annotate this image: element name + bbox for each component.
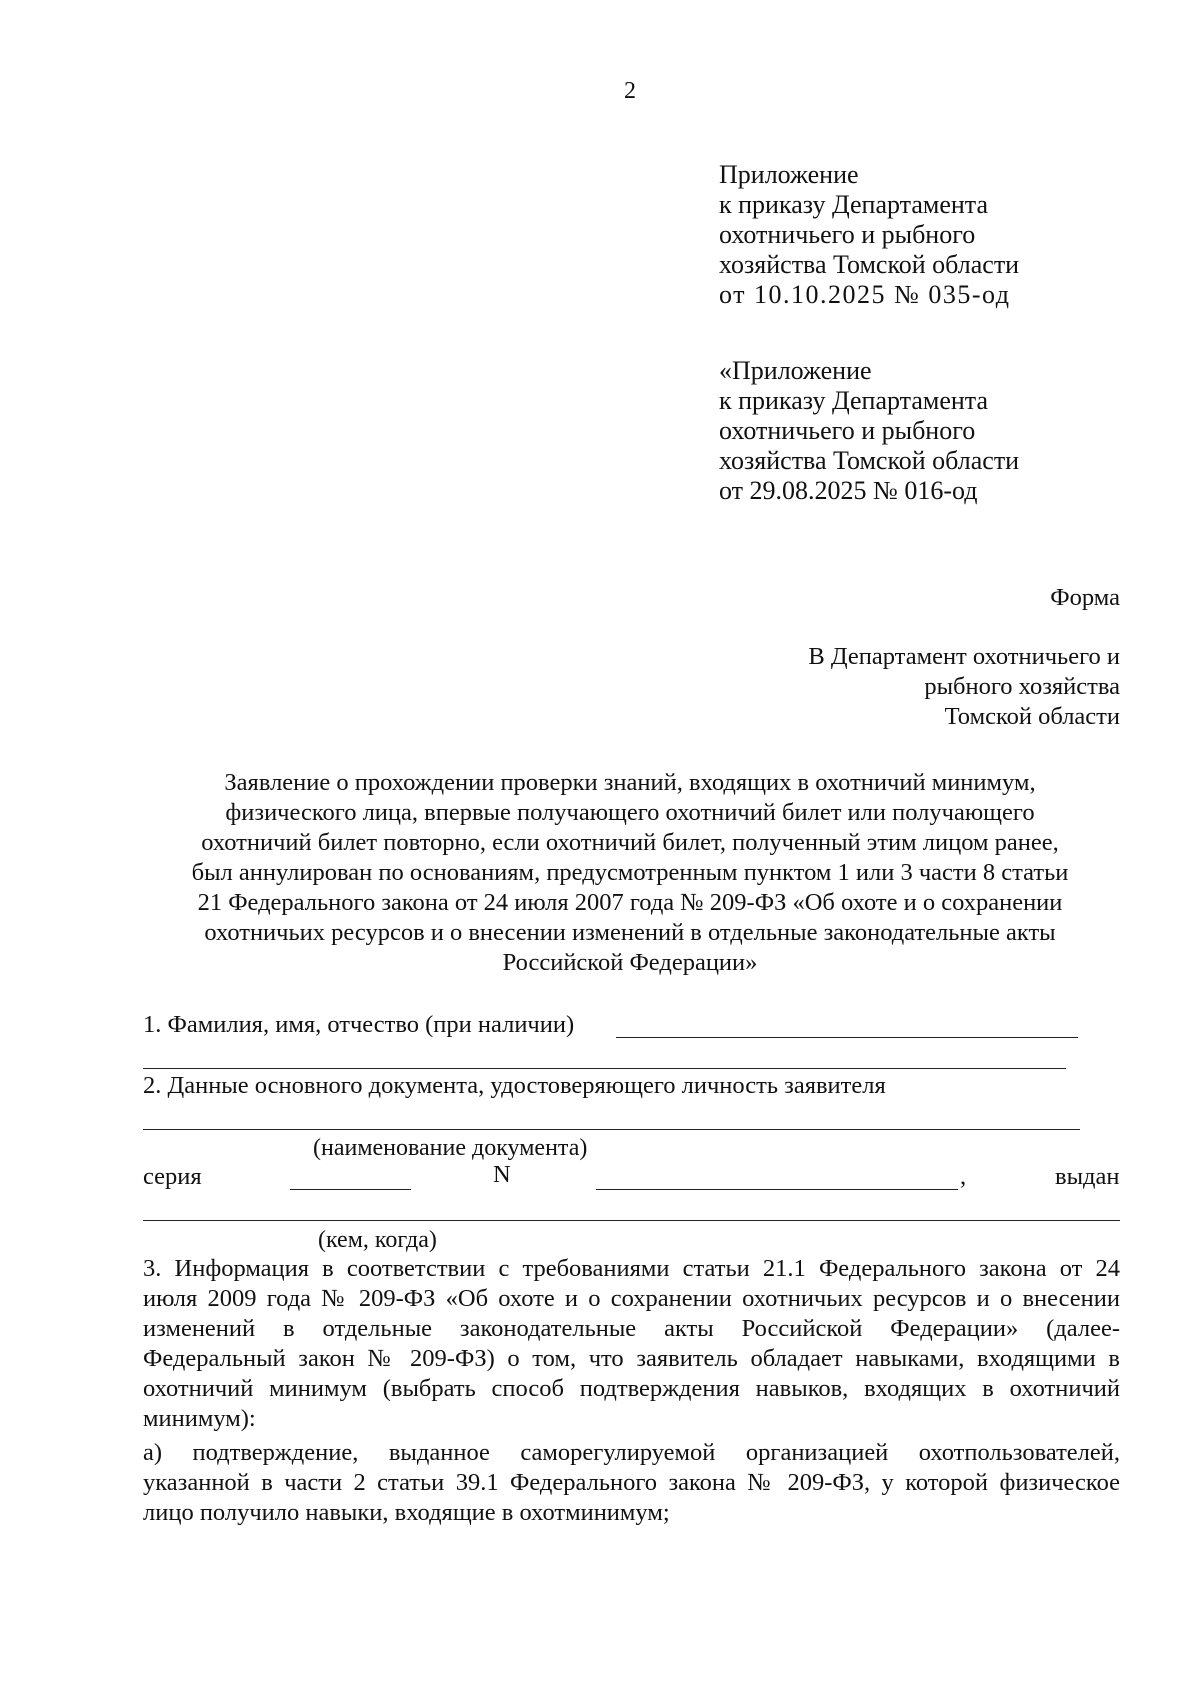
- section-3-line: июля 2009 года № 209-ФЗ «Об охоте и о сохранении охотничьих ресурсов и о внесении: [143, 1285, 1120, 1312]
- full-name-continuation-line[interactable]: [143, 1068, 1066, 1069]
- item-a-line: лицо получило навыки, входящие в охотминимум;: [143, 1499, 670, 1526]
- number-input-line[interactable]: [596, 1189, 958, 1190]
- appendix-current: [719, 160, 1019, 310]
- section-3-line: Федеральный закон № 209-ФЗ) о том, что заявитель обладает навыками, входящими в: [143, 1345, 1120, 1372]
- number-comma: ,: [960, 1163, 967, 1190]
- appendix-previous: [719, 356, 1019, 506]
- document-name-caption: (наименование документа): [313, 1135, 588, 1161]
- full-name-label: 1. Фамилия, имя, отчество (при наличии): [143, 1011, 575, 1038]
- section-3-line: минимум):: [143, 1405, 256, 1432]
- title-line: Заявление о прохождении проверки знаний, входящих в охотничий минимум,: [224, 769, 1036, 796]
- title-line: Российской Федерации»: [502, 949, 758, 976]
- title-line: физического лица, впервые получающего охотничий билет или получающего: [225, 799, 1035, 826]
- appendix-previous-line: охотничьего и рыбного: [719, 416, 976, 445]
- issued-by-input-line[interactable]: [143, 1220, 1120, 1221]
- appendix-current-line: к приказу Департамента: [719, 190, 989, 219]
- id-document-label: 2. Данные основного документа, удостоверяющего личность заявителя: [143, 1072, 886, 1099]
- number-label: N: [493, 1161, 511, 1188]
- title-line: 21 Федерального закона от 24 июля 2007 года № 209-ФЗ «Об охоте и о сохранении: [197, 889, 1063, 916]
- appendix-current-line: Приложение: [719, 160, 859, 189]
- title-line: охотничий билет повторно, если охотничий билет, полученный этим лицом ранее,: [201, 829, 1059, 856]
- series-input-line[interactable]: [290, 1189, 411, 1190]
- issued-label: выдан: [1055, 1163, 1120, 1190]
- appendix-current-line: охотничьего и рыбного: [719, 220, 976, 249]
- item-a-line: а) подтверждение, выданное саморегулируемой организацией охотпользователей,: [143, 1439, 1120, 1466]
- form-label-text: Форма: [1050, 584, 1120, 611]
- appendix-current-line: хозяйства Томской области: [719, 250, 1020, 279]
- section-3-line: охотничий минимум (выбрать способ подтверждения навыков, входящих в охотничий: [143, 1375, 1120, 1402]
- addressee-line: рыбного хозяйства: [924, 673, 1120, 700]
- section-3-paragraph: [143, 1254, 1120, 1434]
- series-label: серия: [143, 1163, 202, 1190]
- form-label: [1050, 583, 1120, 613]
- section-3-line: 3. Информация в соответствии с требованиями статьи 21.1 Федерального закона от 24: [143, 1255, 1120, 1282]
- item-a-line: указанной в части 2 статьи 39.1 Федерального закона № 209-ФЗ, у которой физическое: [143, 1469, 1120, 1496]
- appendix-current-order-number: от 10.10.2025 № 035-од: [719, 280, 1011, 309]
- appendix-previous-order-number: от 29.08.2025 № 016-од: [719, 476, 978, 505]
- item-a-paragraph: [143, 1438, 1120, 1528]
- addressee: [808, 642, 1120, 732]
- issued-by-caption: (кем, когда): [318, 1227, 437, 1253]
- addressee-line: Томской области: [944, 703, 1120, 730]
- title-line: охотничьих ресурсов и о внесении изменений в отдельные законодательные акты: [204, 919, 1056, 946]
- section-3-line: изменений в отдельные законодательные акты Российской Федерации» (далее-: [143, 1315, 1120, 1342]
- document-title: [130, 768, 1130, 978]
- appendix-previous-line: хозяйства Томской области: [719, 446, 1020, 475]
- title-line: был аннулирован по основаниям, предусмотренным пунктом 1 или 3 части 8 статьи: [191, 859, 1069, 886]
- page-number: 2: [624, 78, 636, 104]
- document-name-input-line[interactable]: [143, 1129, 1080, 1130]
- addressee-line: В Департамент охотничьего и: [808, 643, 1120, 670]
- appendix-previous-line: «Приложение: [719, 356, 872, 385]
- appendix-previous-line: к приказу Департамента: [719, 386, 989, 415]
- full-name-input-line[interactable]: [616, 1037, 1078, 1038]
